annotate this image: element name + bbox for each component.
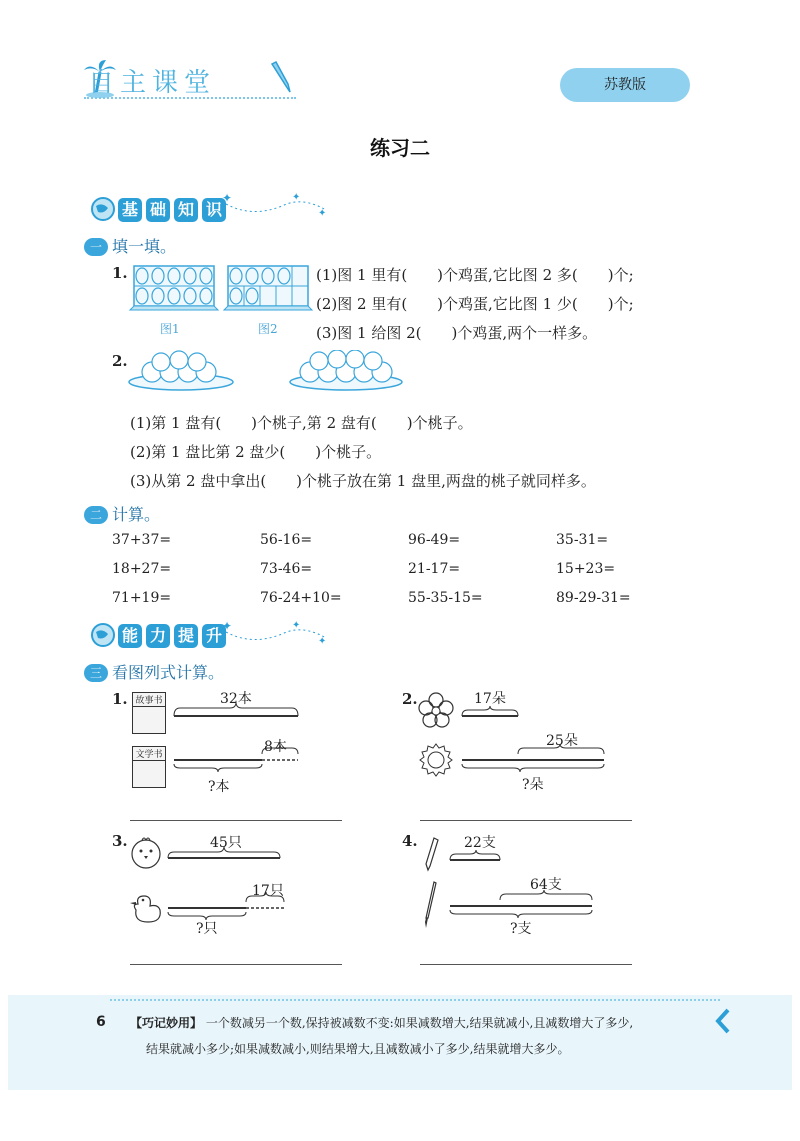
q3-p1-extra-label: 8本 [264, 739, 287, 755]
section-banner-basic: 基 础 知 识 [90, 196, 230, 222]
header-divider [84, 97, 296, 99]
peach-plate-1 [126, 350, 236, 392]
svg-text:✦: ✦ [222, 191, 233, 205]
tip-label: 【巧记妙用】 [130, 1016, 203, 1030]
calc-r3c2: 76-24+10= [260, 590, 342, 606]
storybook-icon [132, 692, 166, 734]
q1-p2-line1: (1)第 1 盘有( )个桃子,第 2 盘有( )个桃子。 [130, 414, 473, 432]
egg-carton-fig1 [128, 264, 220, 316]
tip-line-1 [130, 1014, 633, 1031]
storybook-label: 故事书 [133, 693, 165, 707]
fig2-caption: 图2 [258, 322, 278, 336]
q3-p3-question-label: ?只 [196, 921, 218, 937]
section-banner-advanced: 能 力 提 升 [90, 622, 230, 648]
sparkle-decoration [222, 618, 332, 648]
q1-p1-line1: (1)图 1 里有( )个鸡蛋,它比图 2 多( )个; [316, 266, 634, 284]
q3-p2-number: 2. [402, 690, 418, 708]
q3-p4-top-label: 22支 [464, 835, 496, 851]
calc-r1c2: 56-16= [260, 532, 313, 548]
sunflower-icon [418, 742, 454, 778]
q3-p2-top-label: 17朵 [474, 691, 506, 707]
calc-r2c1: 18+27= [112, 561, 172, 577]
egg-carton-fig2 [222, 264, 314, 316]
peach-plate-2 [286, 350, 406, 392]
q1-p1-line2: (2)图 2 里有( )个鸡蛋,它比图 1 少( )个; [316, 295, 634, 313]
q3-p3-top-label: 45只 [210, 835, 242, 851]
svg-text:✦: ✦ [292, 192, 301, 203]
q3-p3-extra-label: 17只 [252, 883, 284, 899]
literature-book-icon [132, 746, 166, 788]
q3-heading: 三 看图列式计算。 [84, 660, 224, 683]
q3-p1-number: 1. [112, 690, 128, 708]
q3-p3-answer-line[interactable] [130, 964, 342, 965]
calc-r3c3: 55-35-15= [408, 590, 483, 606]
calc-r2c3: 21-17= [408, 561, 461, 577]
q1-p1-line3: (3)图 1 给图 2( )个鸡蛋,两个一样多。 [316, 324, 598, 342]
q3-p2-extra-label: 25朵 [546, 733, 578, 749]
brush-pen-icon [420, 880, 440, 930]
q3-p2-question-label: ?朵 [522, 777, 544, 793]
chick-icon [128, 836, 164, 870]
flower-icon [418, 692, 454, 728]
page-title: 练习二 [370, 136, 430, 160]
q1-p2-line3: (3)从第 2 盘中拿出( )个桃子放在第 1 盘里,两盘的桃子就同样多。 [130, 472, 596, 490]
q1-p2-number: 2. [112, 352, 128, 370]
page-number: 6 [96, 1014, 106, 1030]
q1-p2-line2: (2)第 1 盘比第 2 盘少( )个桃子。 [130, 443, 382, 461]
q3-p1-question-label: ?本 [208, 779, 230, 795]
calc-r3c4: 89-29-31= [556, 590, 631, 606]
fig1-caption: 图1 [160, 322, 180, 336]
svg-text:✦: ✦ [318, 636, 327, 647]
brand-title: 自主课堂 [88, 68, 217, 98]
calc-r2c2: 73-46= [260, 561, 313, 577]
q2-heading: 二 计算。 [84, 502, 160, 525]
footer-divider [110, 999, 720, 1001]
q3-p1-top-label: 32本 [220, 691, 252, 707]
calc-r3c1: 71+19= [112, 590, 172, 606]
svg-text:✦: ✦ [292, 620, 301, 631]
pencil-icon [268, 60, 296, 94]
calc-r1c1: 37+37= [112, 532, 172, 548]
q3-p4-extra-label: 64支 [530, 877, 562, 893]
calc-r1c4: 35-31= [556, 532, 609, 548]
literature-book-label: 文学书 [133, 747, 165, 761]
q3-p3-number: 3. [112, 832, 128, 850]
svg-text:✦: ✦ [222, 619, 233, 633]
calc-r2c4: 15+23= [556, 561, 616, 577]
q3-p1-answer-line[interactable] [130, 820, 342, 821]
tip-line-2: 结果就减小多少;如果减数减小,则结果增大,且减数减小了多少,结果就增大多少。 [146, 1042, 570, 1056]
svg-text:✦: ✦ [318, 208, 327, 219]
q3-p4-bar-diagram [446, 848, 606, 928]
chevron-left-icon [714, 1008, 730, 1034]
q3-p4-number: 4. [402, 832, 418, 850]
q3-p4-question-label: ?支 [510, 921, 532, 937]
pencil-icon [424, 836, 440, 872]
duck-icon [128, 890, 166, 924]
q3-p4-answer-line[interactable] [420, 964, 632, 965]
q3-p2-bar-diagram [458, 704, 608, 776]
q1-heading: 一 填一填。 [84, 234, 176, 257]
globe-icon [90, 622, 116, 648]
calc-r1c3: 96-49= [408, 532, 461, 548]
sparkle-decoration [222, 190, 332, 220]
q3-p2-answer-line[interactable] [420, 820, 632, 821]
q1-p1-number: 1. [112, 264, 128, 282]
edition-badge: 苏教版 [560, 68, 690, 102]
globe-icon [90, 196, 116, 222]
tip-text-1: 一个数减另一个数,保持被减数不变:如果减数增大,结果就减小,且减数增大了多少, [205, 1016, 634, 1030]
